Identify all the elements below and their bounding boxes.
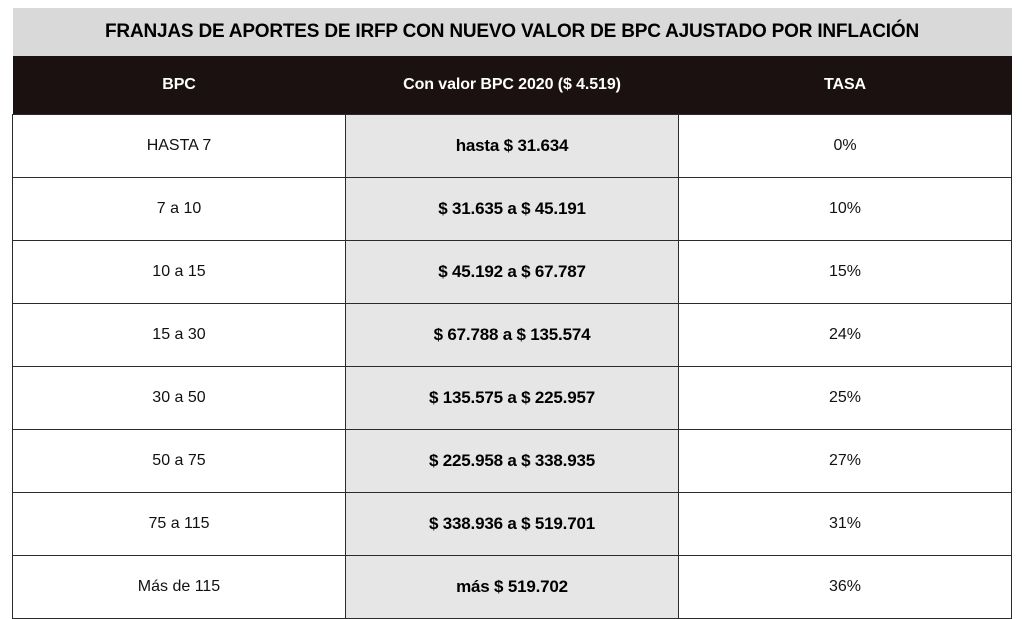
cell-valor: $ 31.635 a $ 45.191 <box>346 178 679 241</box>
cell-bpc: Más de 115 <box>13 556 346 619</box>
cell-bpc: 30 a 50 <box>13 367 346 430</box>
cell-valor: más $ 519.702 <box>346 556 679 619</box>
table-body <box>13 115 1012 619</box>
cell-valor: $ 67.788 a $ 135.574 <box>346 304 679 367</box>
cell-valor: $ 338.936 a $ 519.701 <box>346 493 679 556</box>
cell-tasa: 10% <box>679 178 1012 241</box>
cell-tasa: 25% <box>679 367 1012 430</box>
cell-bpc: HASTA 7 <box>13 115 346 178</box>
table-row <box>13 241 1012 304</box>
cell-bpc: 10 a 15 <box>13 241 346 304</box>
cell-bpc: 7 a 10 <box>13 178 346 241</box>
column-header-valor: Con valor BPC 2020 ($ 4.519) <box>346 56 679 115</box>
table-container <box>12 8 1012 619</box>
cell-bpc: 50 a 75 <box>13 430 346 493</box>
cell-valor: $ 45.192 a $ 67.787 <box>346 241 679 304</box>
table-row <box>13 556 1012 619</box>
table-row <box>13 493 1012 556</box>
table-header-row <box>13 56 1012 115</box>
table-head <box>13 8 1012 115</box>
cell-tasa: 0% <box>679 115 1012 178</box>
cell-valor: $ 135.575 a $ 225.957 <box>346 367 679 430</box>
cell-tasa: 24% <box>679 304 1012 367</box>
cell-bpc: 15 a 30 <box>13 304 346 367</box>
cell-tasa: 27% <box>679 430 1012 493</box>
table-row <box>13 430 1012 493</box>
table-title-row <box>13 8 1012 56</box>
cell-bpc: 75 a 115 <box>13 493 346 556</box>
cell-tasa: 15% <box>679 241 1012 304</box>
table-row <box>13 304 1012 367</box>
cell-tasa: 36% <box>679 556 1012 619</box>
column-header-bpc: BPC <box>13 56 346 115</box>
column-header-tasa: TASA <box>679 56 1012 115</box>
cell-valor: hasta $ 31.634 <box>346 115 679 178</box>
table-row <box>13 367 1012 430</box>
cell-tasa: 31% <box>679 493 1012 556</box>
irfp-brackets-table <box>12 8 1012 619</box>
table-row <box>13 178 1012 241</box>
page-title: FRANJAS DE APORTES DE IRFP CON NUEVO VALOR DE BPC AJUSTADO POR INFLACIÓN <box>13 8 1012 56</box>
cell-valor: $ 225.958 a $ 338.935 <box>346 430 679 493</box>
table-row <box>13 115 1012 178</box>
